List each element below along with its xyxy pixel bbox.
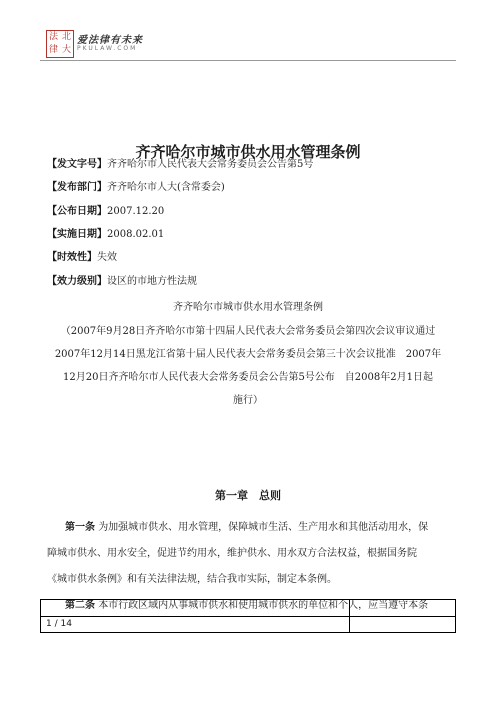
site-domain: PKULAW.COM [77,45,138,52]
page-header [40,30,456,62]
meta-effective-date [47,228,164,242]
meta-legal-level [47,275,197,289]
meta-value: 2007.12.20 [107,206,165,217]
header-divider [40,60,456,61]
meta-key: 【时效性】 [47,252,97,263]
meta-value: 2008.02.01 [107,229,165,240]
note-line: 12月20日齐齐哈尔市人民代表大会常务委员会公告第5号公布 自2008年2月1日起 [63,372,433,383]
footer-column-divider [349,600,350,632]
article-line: 《城市供水条例》和有关法律法规，结合我市实际，制定本条例。 [47,574,337,585]
article-1 [47,515,449,593]
pkulaw-logo [46,30,74,58]
chapter-heading: 第一章 总则 [215,489,281,502]
article-line: 障城市供水、用水安全，促进节约用水，维护供水、用水双方合法权益，根据国务院 [47,548,417,559]
meta-publish-date [47,205,164,219]
meta-value: 齐齐哈尔市人大(含常委会) [107,182,225,193]
page-number: 1 / 14 [46,619,72,629]
logo-char: 北 [61,32,71,42]
meta-value: 齐齐哈尔市人民代表大会常务委员会公告第5号 [107,159,314,170]
logo-char: 法 [48,32,58,42]
article-label: 第一条 [65,522,95,533]
meta-key: 【实施日期】 [47,229,107,240]
logo-char: 律 [48,45,58,55]
meta-key: 【效力级别】 [47,276,107,287]
note-line: （2007年9月28日齐齐哈尔市第十四届人民代表大会常务委员会第四次会议审议通过 [60,326,436,337]
meta-value: 失效 [97,252,117,263]
document-title: 齐齐哈尔市城市供水用水管理条例 [135,143,361,161]
meta-key: 【公布日期】 [47,206,107,217]
regulation-subtitle: 齐齐哈尔市城市供水用水管理条例 [173,302,323,313]
meta-issuing-department [47,181,225,195]
meta-key: 【发布部门】 [47,182,107,193]
note-line: 施行） [233,395,263,406]
meta-key: 【发文字号】 [47,159,107,170]
footer-row-divider [41,616,455,617]
article-label: 第二条 [65,600,95,611]
article-text: 为加强城市供水、用水管理，保障城市生活、生产用水和其他活动用水，保 [98,522,429,533]
article-text: 本市行政区域内从事城市供水和使用城市供水的单位和个人，应当遵守本条 [98,600,429,611]
meta-document-number [47,158,313,172]
logo-char: 大 [61,45,71,55]
note-line: 2007年12月14日黑龙江省第十届人民代表大会常务委员会第三十次会议批准 2007年 [54,349,442,360]
meta-validity [47,251,117,265]
site-name: 爱法律有未来 [77,35,143,46]
adoption-note [40,320,456,412]
article-line [47,515,449,541]
meta-value: 设区的市地方性法规 [107,276,197,287]
page-footer [40,599,456,633]
